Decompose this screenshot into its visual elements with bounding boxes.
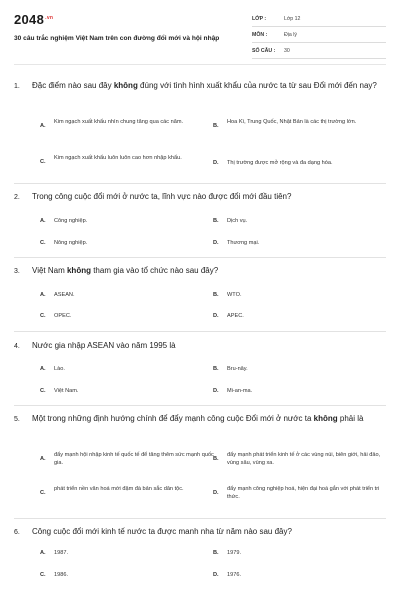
option-a[interactable] <box>40 217 210 227</box>
question-5 <box>14 413 386 513</box>
option-text: Lào. <box>54 366 65 372</box>
option-letter: B. <box>213 456 219 462</box>
option-a[interactable] <box>40 451 214 469</box>
question-text-part: tham gia vào tổ chức nào sau đây? <box>90 266 219 275</box>
option-b[interactable] <box>213 217 385 227</box>
document-title: 30 câu trắc nghiệm Việt Nam trên con đường đổi mới và hội nhập <box>14 35 220 42</box>
question-divider <box>14 257 386 258</box>
option-text: đẩy mạnh hội nhập kinh tế quốc tế để tăng thêm sức mạnh quốc gia. <box>54 452 214 466</box>
option-d[interactable] <box>213 312 385 322</box>
option-d[interactable] <box>213 239 385 249</box>
question-text-part: phải là <box>337 414 364 423</box>
option-text: Kim ngạch xuất khẩu luôn luôn cao hơn nhập khẩu. <box>54 155 182 161</box>
option-b[interactable] <box>213 549 385 559</box>
option-text: 1976. <box>227 572 241 578</box>
header <box>0 0 400 62</box>
option-text: WTO. <box>227 292 242 298</box>
question-number: 3. <box>14 268 20 275</box>
option-d[interactable] <box>213 159 385 169</box>
option-letter: A. <box>40 218 46 224</box>
option-letter: D. <box>213 240 219 246</box>
option-letter: B. <box>213 218 219 224</box>
question-number: 5. <box>14 416 20 423</box>
option-a[interactable] <box>40 118 210 136</box>
option-letter: A. <box>40 366 46 372</box>
meta-value: Địa lý <box>284 32 297 38</box>
option-text: Thương mại. <box>227 240 260 246</box>
option-c[interactable] <box>40 312 210 322</box>
option-letter: C. <box>40 240 46 246</box>
question-text <box>14 80 386 93</box>
option-text: 1986. <box>54 572 68 578</box>
option-letter: C. <box>40 572 46 578</box>
question-4 <box>14 340 386 400</box>
meta-label: LỚP : <box>252 16 267 22</box>
question-text-part: đúng với tình hình xuất khẩu của nước ta từ sau Đổi mới đến nay? <box>137 81 377 90</box>
question-number: 2. <box>14 194 20 201</box>
question-text-part: Nước gia nhập ASEAN vào năm 1995 là <box>32 341 176 350</box>
option-d[interactable] <box>213 387 385 397</box>
question-divider <box>14 405 386 406</box>
option-text: Mi-an-ma. <box>227 388 253 394</box>
option-letter: D. <box>213 160 219 166</box>
header-divider <box>14 64 386 65</box>
site-logo[interactable] <box>14 12 53 27</box>
option-d[interactable] <box>213 571 385 581</box>
option-b[interactable] <box>213 118 385 136</box>
option-d[interactable] <box>213 485 385 503</box>
option-b[interactable] <box>213 365 385 375</box>
meta-table <box>252 14 386 62</box>
question-emphasis: không <box>66 266 91 275</box>
option-text: 1987. <box>54 550 68 556</box>
option-text: Công nghiệp. <box>54 218 88 224</box>
option-text: APEC. <box>227 313 244 319</box>
option-text: Bru-nây. <box>227 366 248 372</box>
question-divider <box>14 183 386 184</box>
meta-value: Lớp 12 <box>284 16 301 22</box>
question-divider <box>14 331 386 332</box>
option-text: Hoa Kì, Trung Quốc, Nhật Bản là các thị trường lớn. <box>227 119 357 125</box>
option-letter: B. <box>213 550 219 556</box>
question-text <box>14 191 386 204</box>
question-text-part: Công cuộc đổi mới kinh tế nước ta được manh nha từ năm nào sau đây? <box>32 527 292 536</box>
option-letter: B. <box>213 292 219 298</box>
meta-row-subject <box>252 30 386 43</box>
option-text: đẩy mạnh công nghiệp hoá, hiện đại hoá gắn với phát triển tri thức. <box>227 486 380 500</box>
question-text <box>14 265 386 278</box>
option-letter: D. <box>213 572 219 578</box>
option-b[interactable] <box>213 451 385 469</box>
question-number: 6. <box>14 529 20 536</box>
option-b[interactable] <box>213 291 385 301</box>
question-1 <box>14 80 386 178</box>
question-3 <box>14 265 386 325</box>
question-text-part: Một trong những định hướng chính để đẩy mạnh công cuộc Đổi mới ở nước ta <box>32 414 314 423</box>
option-c[interactable] <box>40 571 210 581</box>
question-2 <box>14 191 386 251</box>
question-number: 4. <box>14 343 20 350</box>
option-letter: A. <box>40 123 46 129</box>
meta-row-count <box>252 46 386 59</box>
option-letter: A. <box>40 456 46 462</box>
option-letter: D. <box>213 388 219 394</box>
meta-value: 30 <box>284 48 290 54</box>
question-emphasis: không <box>113 81 138 90</box>
question-emphasis: không <box>313 414 338 423</box>
option-text: Kim ngạch xuất khẩu nhìn chung tăng qua các năm. <box>54 119 184 125</box>
question-text-part: Trong công cuộc đổi mới ở nước ta, lĩnh vực nào được đổi mới đầu tiên? <box>32 192 292 201</box>
question-divider <box>14 518 386 519</box>
option-text: phát triển nền văn hoá mới đậm đà bản sắc dân tộc. <box>54 486 184 492</box>
option-text: đẩy mạnh phát triển kinh tế ở các vùng núi, biên giới, hải đảo, vùng sâu, vùng xa. <box>227 452 381 466</box>
option-letter: D. <box>213 313 219 319</box>
option-a[interactable] <box>40 549 210 559</box>
option-letter: A. <box>40 292 46 298</box>
option-c[interactable] <box>40 154 210 172</box>
question-text <box>14 413 386 426</box>
option-text: ASEAN. <box>54 292 75 298</box>
option-letter: B. <box>213 366 219 372</box>
option-text: Dịch vụ. <box>227 218 248 224</box>
question-6 <box>14 526 386 586</box>
option-text: OPEC. <box>54 313 72 319</box>
option-text: 1979. <box>227 550 241 556</box>
option-letter: C. <box>40 490 46 496</box>
option-text: Thị trường được mở rộng và đa dạng hóa. <box>227 160 333 166</box>
question-text-part: Đặc điểm nào sau đây <box>32 81 114 90</box>
meta-row-class <box>252 14 386 27</box>
question-number: 1. <box>14 83 20 90</box>
option-a[interactable] <box>40 291 210 301</box>
option-a[interactable] <box>40 365 210 375</box>
option-letter: C. <box>40 313 46 319</box>
option-letter: C. <box>40 388 46 394</box>
option-letter: B. <box>213 123 219 129</box>
question-text <box>14 526 386 539</box>
option-text: Nông nghiệp. <box>54 240 88 246</box>
question-text-part: Việt Nam <box>32 266 67 275</box>
question-text <box>14 340 386 353</box>
option-c[interactable] <box>40 485 210 503</box>
option-c[interactable] <box>40 239 210 249</box>
meta-label: MÔN : <box>252 32 268 38</box>
option-c[interactable] <box>40 387 210 397</box>
meta-label: SỐ CÂU : <box>252 48 276 54</box>
option-letter: C. <box>40 159 46 165</box>
option-letter: A. <box>40 550 46 556</box>
logo-suffix: .vn <box>45 14 54 21</box>
option-text: Việt Nam. <box>54 388 79 394</box>
option-letter: D. <box>213 490 219 496</box>
logo-text: 2048 <box>14 12 45 27</box>
